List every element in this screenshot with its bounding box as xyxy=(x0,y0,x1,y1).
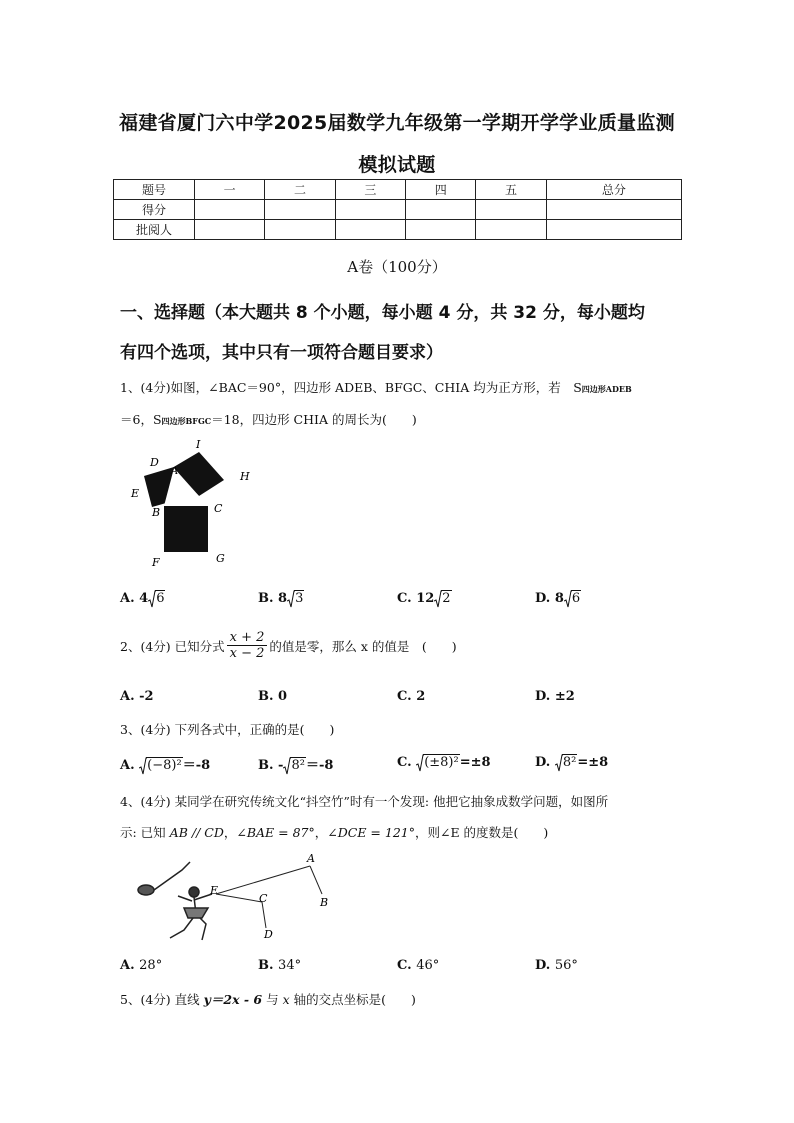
score-cell[interactable] xyxy=(406,220,476,240)
radical xyxy=(416,754,460,770)
page-subtitle: 模拟试题 xyxy=(358,154,436,176)
option-letter: A. xyxy=(120,958,135,973)
q5-text: 轴的交点坐标是( ) xyxy=(289,992,416,1007)
table-row xyxy=(114,220,682,240)
q5-equation: y＝2x - 6 xyxy=(203,992,263,1007)
table-cell: 三 xyxy=(335,180,405,200)
q4-diddle-figure xyxy=(132,848,342,948)
option-coef: 8 xyxy=(554,591,564,606)
q2-option-c[interactable] xyxy=(397,689,425,704)
radicand: 6 xyxy=(156,591,165,606)
q2-option-d[interactable] xyxy=(535,689,575,704)
q3-option-c[interactable] xyxy=(397,754,491,770)
table-cell: 五 xyxy=(476,180,546,200)
option-letter: B. xyxy=(258,758,274,773)
q4-option-d[interactable] xyxy=(535,958,578,973)
section-heading-cont: 有四个选项，其中只有一项符合题目要求） xyxy=(120,343,443,363)
radicand: (−8)² xyxy=(147,758,182,773)
q1-option-c[interactable] xyxy=(397,590,452,606)
option-text: 34° xyxy=(278,958,302,973)
option-letter: A. xyxy=(120,689,135,704)
option-letter: C. xyxy=(397,591,412,606)
table-cell: 二 xyxy=(265,180,335,200)
radicand: (±8)² xyxy=(424,755,459,770)
page-title: 福建省厦门六中学2025届数学九年级第一学期开学学业质量监测 xyxy=(119,112,675,134)
radical xyxy=(283,757,305,773)
radical xyxy=(287,590,304,606)
q3-option-d[interactable] xyxy=(535,754,608,770)
fraction-denominator: x − 2 xyxy=(229,646,265,661)
q5-text: 5、(4分) 直线 xyxy=(120,992,204,1007)
option-letter: D. xyxy=(535,755,551,770)
fig-label: B xyxy=(152,506,161,519)
option-letter: B. xyxy=(258,591,274,606)
option-letter: C. xyxy=(397,689,412,704)
option-text: 56° xyxy=(554,958,578,973)
table-header-row xyxy=(114,180,682,200)
score-cell[interactable] xyxy=(195,220,265,240)
option-letter: B. xyxy=(258,958,274,973)
score-cell[interactable] xyxy=(546,200,681,220)
q5-axis: x xyxy=(282,992,290,1007)
q4-text: 示: 已知 xyxy=(120,825,166,840)
option-text: 46° xyxy=(416,958,440,973)
fig-label: F xyxy=(152,556,160,569)
question-5-stem xyxy=(120,990,416,1008)
q2-text: 的值是零，那么 x 的值是 ( ) xyxy=(269,638,457,654)
fig-label: E xyxy=(131,487,140,500)
fig-label: H xyxy=(240,470,250,483)
table-cell: 总分 xyxy=(546,180,681,200)
q1-text: ＝6，S xyxy=(120,412,162,427)
q1-option-a[interactable] xyxy=(120,590,165,606)
radicand: 3 xyxy=(295,591,304,606)
q3-option-b[interactable] xyxy=(258,754,333,773)
radical xyxy=(555,754,577,770)
question-1-stem xyxy=(120,378,632,396)
option-suffix: =±8 xyxy=(459,755,491,770)
score-cell[interactable] xyxy=(546,220,681,240)
radical xyxy=(564,590,581,606)
fig-label: I xyxy=(196,438,201,451)
radical xyxy=(148,590,165,606)
score-cell[interactable] xyxy=(265,220,335,240)
radicand: 8² xyxy=(291,758,305,773)
option-coef: 8 xyxy=(278,591,288,606)
option-letter: D. xyxy=(535,958,551,973)
question-2-stem xyxy=(120,630,457,661)
table-row xyxy=(114,200,682,220)
fig-label: E xyxy=(210,884,219,897)
question-3-stem: 3、(4分) 下列各式中，正确的是( ) xyxy=(120,722,335,737)
option-text: 28° xyxy=(139,958,163,973)
q2-text: 2、(4分) 已知分式 xyxy=(120,638,225,654)
fig-label: A xyxy=(307,852,315,865)
option-letter: B. xyxy=(258,689,274,704)
table-cell: 四 xyxy=(406,180,476,200)
option-text: ±2 xyxy=(554,689,575,704)
q4-math: AB // CD xyxy=(169,825,224,840)
table-cell: 得分 xyxy=(114,200,195,220)
person-illustration xyxy=(138,862,212,940)
radicand: 6 xyxy=(571,591,581,606)
q4-option-c[interactable] xyxy=(397,958,439,973)
radical xyxy=(434,590,451,606)
q1-text: ＝18，四边形 CHIA 的周长为( ) xyxy=(211,412,417,427)
volume-label: A卷（100分） xyxy=(347,258,447,276)
radicand: 8² xyxy=(562,755,577,770)
radicand: 2 xyxy=(442,591,451,606)
option-letter: C. xyxy=(397,755,412,770)
q1-subscript: 四边形ADEB xyxy=(581,384,632,394)
table-cell: 批阅人 xyxy=(114,220,195,240)
q4-option-b[interactable] xyxy=(258,958,301,973)
score-cell[interactable] xyxy=(335,220,405,240)
radical xyxy=(139,757,183,773)
q1-option-b[interactable] xyxy=(258,590,304,606)
q4-math: ∠DCE = 121° xyxy=(327,825,415,840)
fig-label: G xyxy=(216,552,225,565)
score-cell[interactable] xyxy=(195,200,265,220)
option-letter: C. xyxy=(397,958,412,973)
q2-option-a[interactable] xyxy=(120,689,154,704)
option-letter: D. xyxy=(535,591,551,606)
fig-label: D xyxy=(264,928,273,941)
q5-text: 与 xyxy=(262,992,283,1007)
table-cell: 题号 xyxy=(114,180,195,200)
question-4-stem: 4、(4分) 某同学在研究传统文化“抖空竹”时有一个发现: 他把它抽象成数学问题，如图所 xyxy=(120,794,609,809)
question-1-stem-cont xyxy=(120,410,417,428)
q3-option-a[interactable] xyxy=(120,754,210,773)
option-suffix: ＝-8 xyxy=(182,758,211,773)
fraction-numerator: x + 2 xyxy=(227,630,268,646)
score-cell[interactable] xyxy=(335,200,405,220)
option-text: -2 xyxy=(139,689,154,704)
q4-math: ∠BAE = 87° xyxy=(236,825,315,840)
fig-label: C xyxy=(259,892,268,905)
fig-label: C xyxy=(214,502,223,515)
option-text: 0 xyxy=(278,689,288,704)
q1-squares-figure xyxy=(128,434,258,570)
q1-subscript: 四边形BFGC xyxy=(161,416,212,426)
q1-text: 1、(4分)如图，∠BAC＝90°，四边形 ADEB、BFGC、CHIA 均为正方形，若 S xyxy=(120,380,582,395)
fig-label: A xyxy=(171,466,179,477)
fraction xyxy=(227,630,268,661)
option-coef: 12 xyxy=(416,591,435,606)
q4-text: ，则∠E 的度数是( ) xyxy=(414,825,549,840)
score-table xyxy=(113,179,682,240)
option-coef: 4 xyxy=(139,591,149,606)
q2-option-b[interactable] xyxy=(258,689,287,704)
section-heading: 一、选择题（本大题共 8 个小题，每小题 4 分，共 32 分，每小题均 xyxy=(120,303,645,323)
fig-label: B xyxy=(320,896,329,909)
option-prefix: - xyxy=(278,758,284,773)
fig-label: D xyxy=(150,456,159,469)
score-cell[interactable] xyxy=(406,200,476,220)
q1-option-d[interactable] xyxy=(535,590,581,606)
option-text: 2 xyxy=(416,689,426,704)
score-cell[interactable] xyxy=(265,200,335,220)
option-letter: A. xyxy=(120,758,135,773)
option-letter: A. xyxy=(120,591,135,606)
table-cell: 一 xyxy=(195,180,265,200)
score-cell[interactable] xyxy=(476,200,546,220)
q4-option-a[interactable] xyxy=(120,958,162,973)
option-letter: D. xyxy=(535,689,551,704)
option-suffix: =±8 xyxy=(577,755,609,770)
score-cell[interactable] xyxy=(476,220,546,240)
option-suffix: ＝-8 xyxy=(305,758,334,773)
question-4-stem-cont: 示: 已知 AB // CD，∠BAE = 87°，∠DCE = 121°，则∠E 的度数是( ) xyxy=(120,825,549,840)
